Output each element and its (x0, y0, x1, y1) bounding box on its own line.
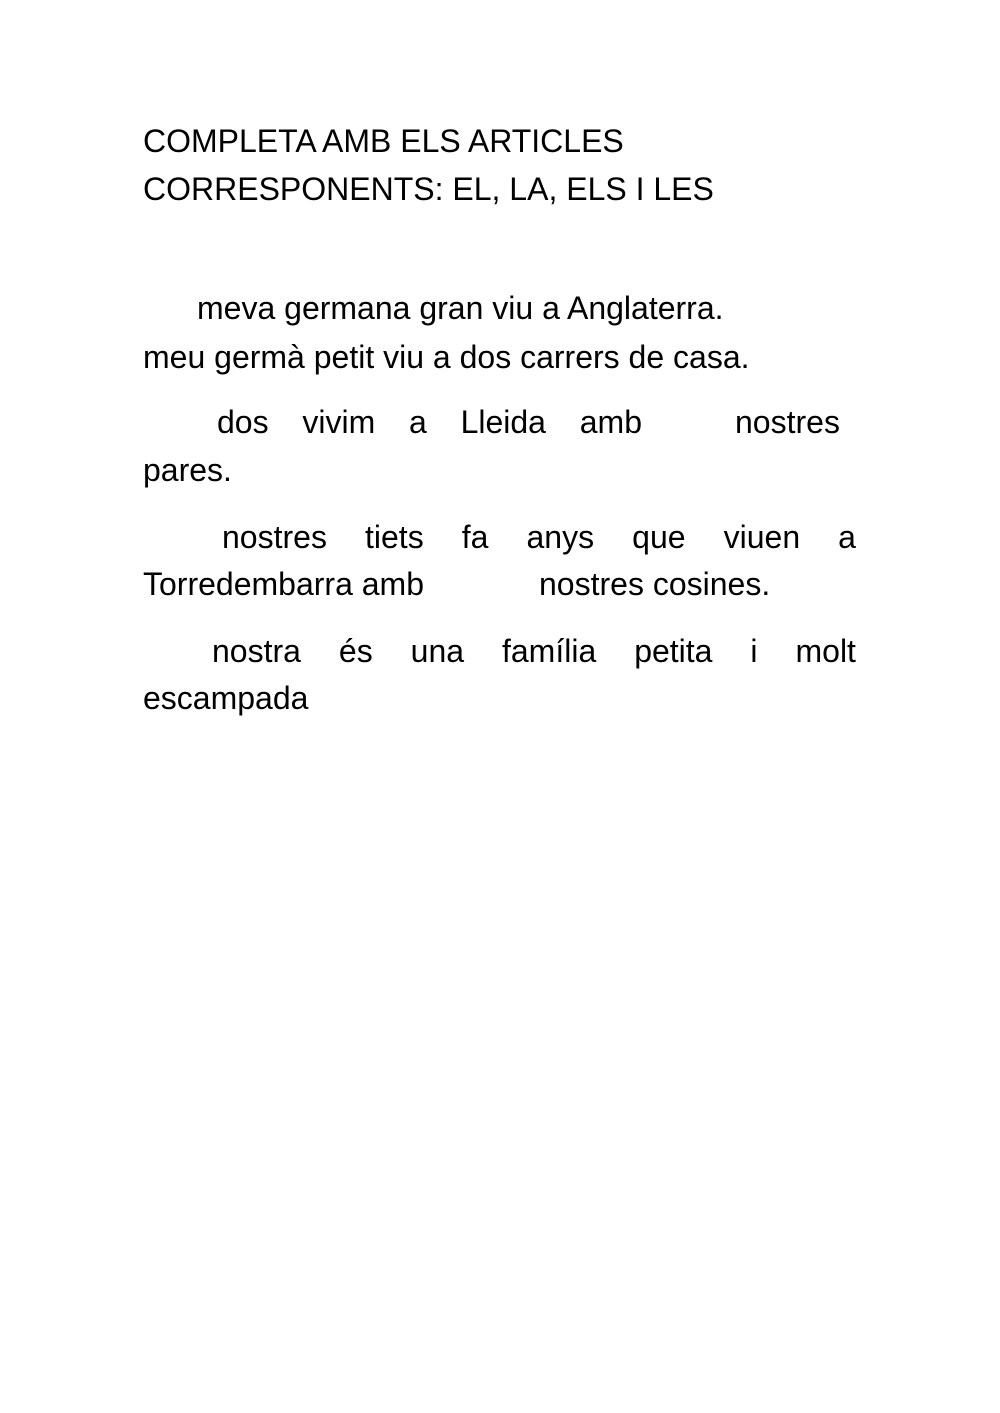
word: tiets (365, 519, 424, 555)
sentence-5-line-2: escampada (143, 680, 309, 716)
title-line-1: COMPLETA AMB ELS ARTICLES (143, 123, 624, 159)
title-line-2: CORRESPONENTS: EL, LA, ELS I LES (143, 171, 714, 207)
word: que (632, 519, 686, 555)
sentence-1: meva germana gran viu a Anglaterra. (197, 290, 724, 326)
word: a (838, 519, 856, 555)
sentence-4-line-2a: Torredembarra amb (143, 566, 424, 602)
word: i (750, 633, 758, 669)
word: anys (526, 519, 595, 555)
sentence-3-word: nostres (735, 404, 840, 440)
word: una (410, 633, 465, 669)
word: petita (634, 633, 713, 669)
word: molt (795, 633, 856, 669)
word: Lleida (460, 404, 546, 440)
sentence-2: meu germà petit viu a dos carrers de casa. (143, 339, 750, 375)
word: vivim (302, 404, 376, 440)
sentence-5-line-1 (212, 631, 856, 671)
sentence-4-line-1 (222, 517, 856, 557)
sentence-3-line-1 (217, 402, 642, 442)
word: a (409, 404, 427, 440)
word: nostres (222, 519, 327, 555)
sentence-3-line-2: pares. (143, 452, 232, 488)
sentence-4-line-2b: nostres cosines. (539, 566, 771, 602)
word: és (338, 633, 373, 669)
word: viuen (723, 519, 801, 555)
word: família (501, 633, 597, 669)
word: dos (217, 404, 269, 440)
word: nostra (212, 633, 301, 669)
word: fa (461, 519, 489, 555)
exercise-title (143, 117, 863, 213)
word: amb (579, 404, 642, 440)
